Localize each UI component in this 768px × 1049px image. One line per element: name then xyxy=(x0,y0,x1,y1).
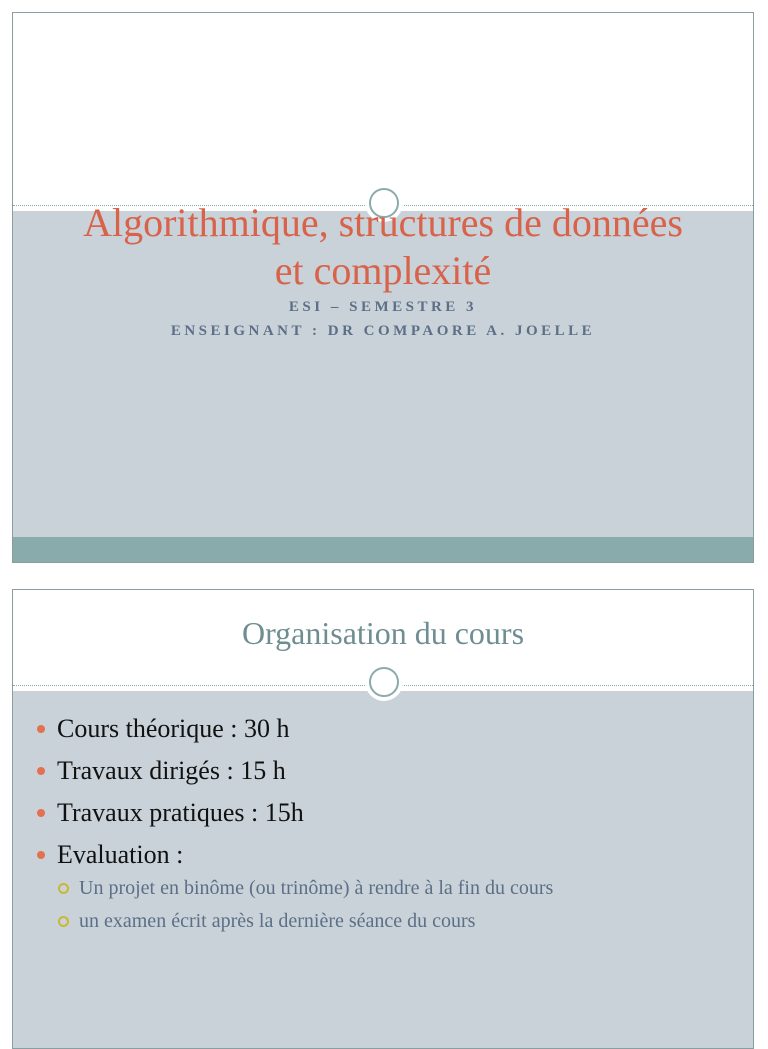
filled-circle-icon xyxy=(37,851,45,859)
list-item-label: Cours théorique : 30 h xyxy=(57,714,290,743)
list-item xyxy=(35,708,304,750)
list-item xyxy=(35,750,304,792)
slide-title-line-1: Algorithmique, structures de données xyxy=(83,200,683,245)
teacher-subtitle: ENSEIGNANT : DR COMPAORE A. JOELLE xyxy=(170,323,596,339)
header-band xyxy=(13,13,753,211)
sub-list-item-label: Un projet en binôme (ou trinôme) à rendre à la fin du cours xyxy=(79,877,554,899)
footer-band xyxy=(13,537,753,563)
list-item-label: Travaux pratiques : 15h xyxy=(57,798,304,827)
sub-list-item xyxy=(57,905,553,938)
filled-circle-icon xyxy=(37,725,45,733)
list-item xyxy=(35,792,304,834)
list-item-label: Travaux dirigés : 15 h xyxy=(57,756,286,785)
sub-bullet-list xyxy=(57,872,553,938)
sub-list-item-label: un examen écrit après la dernière séance du cours xyxy=(79,910,476,932)
slide-title: Organisation du cours xyxy=(241,615,525,651)
organisation-slide xyxy=(12,589,754,1049)
list-item-label: Evaluation : xyxy=(57,840,184,869)
sub-list-item xyxy=(57,872,553,905)
title-slide xyxy=(12,12,754,563)
list-item xyxy=(35,834,304,876)
ring-divider-icon xyxy=(365,663,403,701)
hollow-circle-icon xyxy=(58,916,69,927)
hollow-circle-icon xyxy=(58,883,69,894)
slide-title xyxy=(12,199,754,295)
bullet-list xyxy=(35,708,304,876)
slide-title-line-2: et complexité xyxy=(274,248,492,293)
filled-circle-icon xyxy=(37,767,45,775)
course-subtitle: ESI – SEMESTRE 3 xyxy=(288,299,478,315)
filled-circle-icon xyxy=(37,809,45,817)
